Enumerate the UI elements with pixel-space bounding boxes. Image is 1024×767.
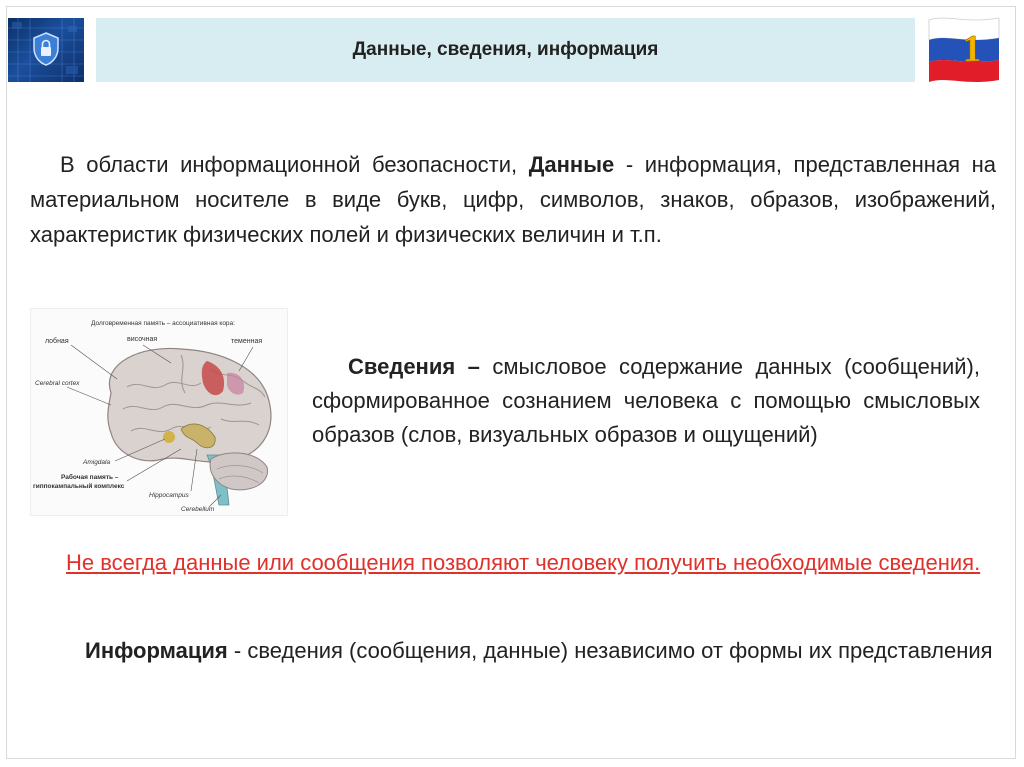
- label-temporal: височная: [127, 336, 158, 343]
- label-frontal: лобная: [45, 338, 69, 345]
- p4-term: Информация: [85, 638, 228, 663]
- label-working-memory-1: Рабочая память –: [61, 474, 119, 481]
- p3-text: Не всегда данные или сообщения позволяют человеку получить необходимые сведения.: [66, 550, 981, 575]
- label-amygdala: Amigdala: [83, 459, 111, 466]
- label-parietal: теменная: [231, 338, 263, 345]
- paragraph-data-definition: [30, 147, 996, 252]
- paragraph-information-definition: [45, 634, 996, 668]
- security-logo: [8, 18, 84, 82]
- russian-flag-icon: [925, 14, 1003, 86]
- p2-term: Сведения –: [348, 354, 480, 379]
- label-cortex: Cerebral cortex: [35, 380, 80, 387]
- label-hippocampus: Hippocampus: [149, 492, 189, 499]
- slide-number: 1: [962, 28, 982, 70]
- lock-shield-icon: [32, 32, 60, 66]
- brain-illustration: [30, 308, 288, 516]
- title-bar: [96, 18, 915, 82]
- label-cerebellum: Cerebellum: [181, 506, 215, 513]
- brain-title: Долговременная память – ассоциативная кора:: [91, 320, 235, 327]
- brain-icon: [31, 309, 287, 515]
- paragraph-svedeniya-definition: [312, 350, 980, 452]
- p1-term: Данные: [528, 152, 615, 177]
- p4-rest: - сведения (сообщения, данные) независимо от формы их представления: [227, 638, 993, 663]
- page-title: Данные, сведения, информация: [352, 39, 659, 60]
- p2-rest: смысловое содержание данных (сообщений), сформированное сознанием человека с помощью смысловых образов (слов, визуальных образов и ощущений): [312, 354, 980, 447]
- p1-rest: - информация, представленная на материальном носителе в виде букв, цифр, символов, знаков, образов, изображений, характеристик физических полей и физических величин и т.п.: [30, 152, 997, 247]
- p1-lead: В области информационной безопасности,: [60, 152, 529, 177]
- label-working-memory-2: гиппокампальный комплекс: [33, 483, 125, 490]
- paragraph-warning-note: [36, 546, 996, 579]
